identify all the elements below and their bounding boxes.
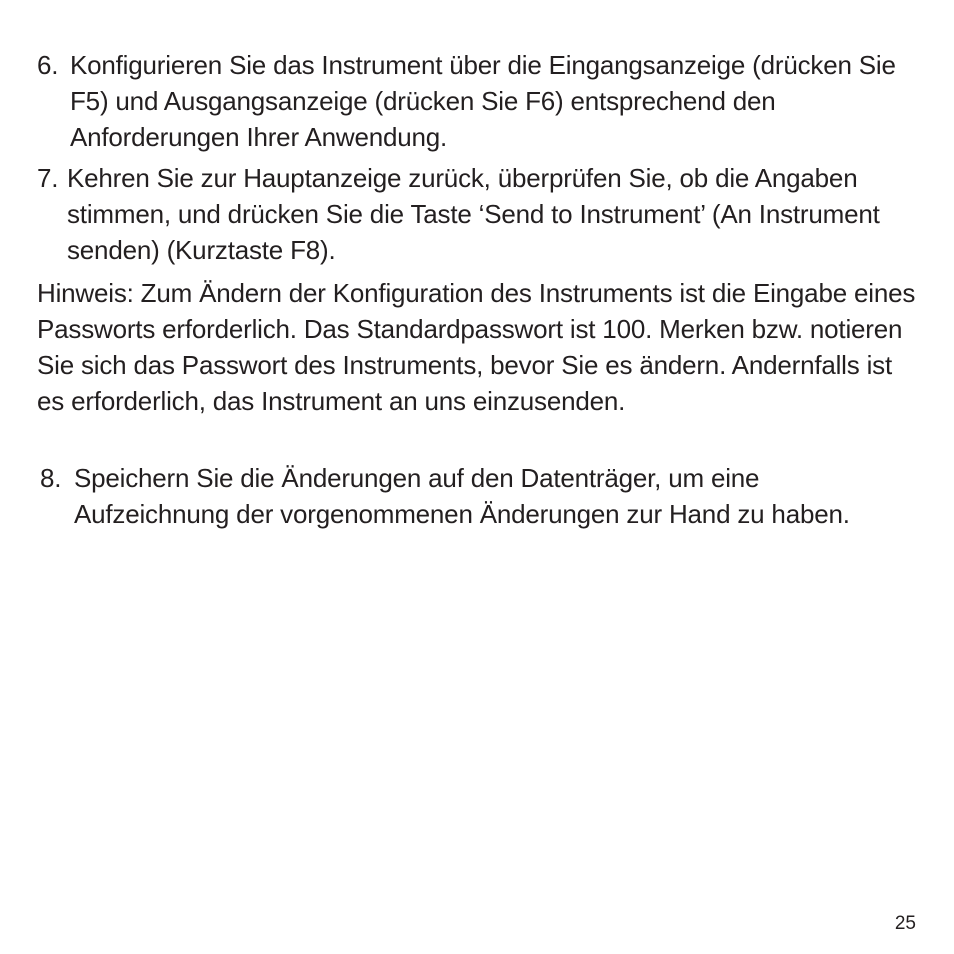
- list-item-number: 6.: [37, 50, 59, 80]
- list-item-6: [37, 47, 917, 155]
- list-item-8: [40, 460, 920, 532]
- list-item-number: 7.: [37, 163, 59, 193]
- list-item-text: Konfigurieren Sie das Instrument über die Eingangsanzeige (drücken Sie F5) und Ausgangsanzeige (drücken Sie F6) entsprechend den Anforderungen Ihrer Anwendung.: [70, 50, 896, 152]
- list-item-number: 8.: [40, 463, 62, 493]
- note-paragraph: Hinweis: Zum Ändern der Konfiguration des Instruments ist die Eingabe eines Passworts erforderlich. Das Standardpasswort ist 100. Merken bzw. notieren Sie sich das Passwort des Instruments, bevor Sie es ändern. Andernfalls ist es erforderlich, das Instrument an uns einzusenden.: [37, 278, 916, 416]
- list-item-7: [37, 160, 917, 268]
- page-number: 25: [894, 913, 916, 934]
- list-item-text: Kehren Sie zur Hauptanzeige zurück, überprüfen Sie, ob die Angaben stimmen, und drücken Sie die Taste ‘Send to Instrument’ (An Instrument senden) (Kurztaste F8).: [67, 163, 880, 265]
- list-item-text: Speichern Sie die Änderungen auf den Datenträger, um eine Aufzeichnung der vorgenommenen Änderungen zur Hand zu haben.: [74, 463, 850, 529]
